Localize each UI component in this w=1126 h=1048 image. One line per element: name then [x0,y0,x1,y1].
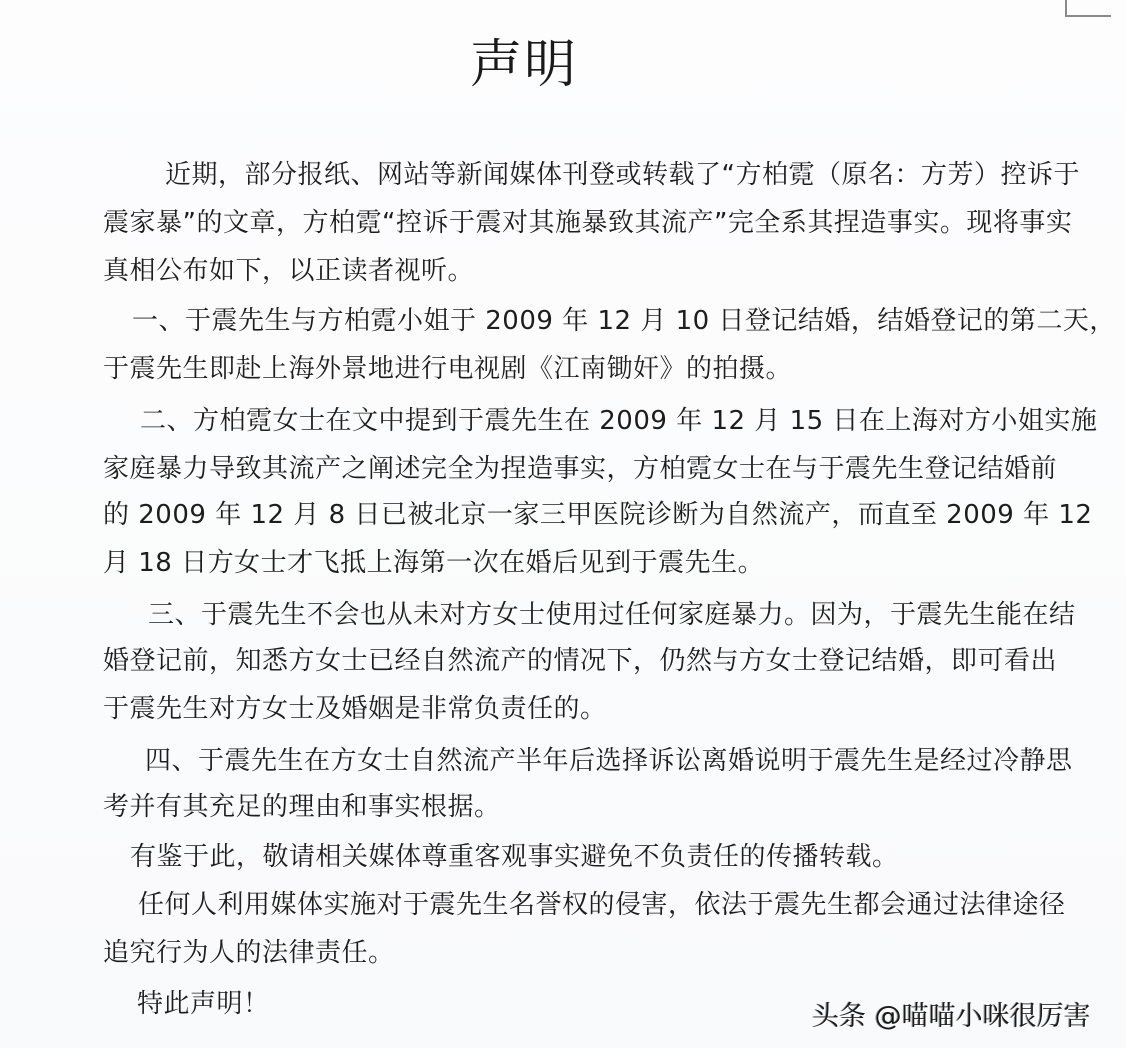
point-2-line-3: 的 2009 年 12 月 8 日已被北京一家三甲医院诊断为自然流产，而直至 2009 年 12 [103,500,1093,530]
request-line-1: 有鉴于此，敬请相关媒体尊重客观事实避免不负责任的传播转载。 [130,842,899,872]
intro-line-2: 震家暴”的文章，方柏霓“控诉于震对其施暴致其流产”完全系其捏造事实。现将事实 [103,208,1073,238]
point-1-line-2: 于震先生即赴上海外景地进行电视剧《江南锄奸》的拍摄。 [103,354,793,384]
point-2-line-2: 家庭暴力导致其流产之阐述完全为捏造事实，方柏霓女士在与于震先生登记结婚前 [103,454,1058,484]
intro-line-3: 真相公布如下，以正读者视听。 [103,256,475,286]
point-2-line-1: 二、方柏霓女士在文中提到于震先生在 2009 年 12 月 15 日在上海对方小姐实施 [140,406,1098,436]
page-corner-mark [1065,0,1111,17]
point-3-line-3: 于震先生对方女士及婚姻是非常负责任的。 [103,694,607,724]
point-4-line-1: 四、于震先生在方女士自然流产半年后选择诉讼离婚说明于震先生是经过冷静思 [145,746,1073,776]
intro-line-1: 近期，部分报纸、网站等新闻媒体刊登或转载了“方柏霓（原名：方芳）控诉于 [165,160,1080,190]
legal-notice-line-2: 追究行为人的法律责任。 [103,938,395,968]
point-3-line-2: 婚登记前，知悉方女士已经自然流产的情况下，仍然与方女士登记结婚，即可看出 [103,646,1058,676]
point-2-line-4: 月 18 日方女士才飞抵上海第一次在婚后见到于震先生。 [103,548,765,578]
source-watermark: 头条 @喵喵小咪很厉害 [812,1001,1091,1032]
point-1-line-1: 一、于震先生与方柏霓小姐于 2009 年 12 月 10 日登记结婚，结婚登记的第二天， [132,306,1116,336]
legal-notice-line-1: 任何人利用媒体实施对于震先生名誉权的侵害，依法于震先生都会通过法律途径 [138,890,1066,920]
point-3-line-1: 三、于震先生不会也从未对方女士使用过任何家庭暴力。因为，于震先生能在结 [148,600,1076,630]
document-title: 声明 [470,35,579,95]
point-4-line-2: 考并有其充足的理由和事实根据。 [103,792,501,822]
closing-line: 特此声明！ [137,989,270,1019]
